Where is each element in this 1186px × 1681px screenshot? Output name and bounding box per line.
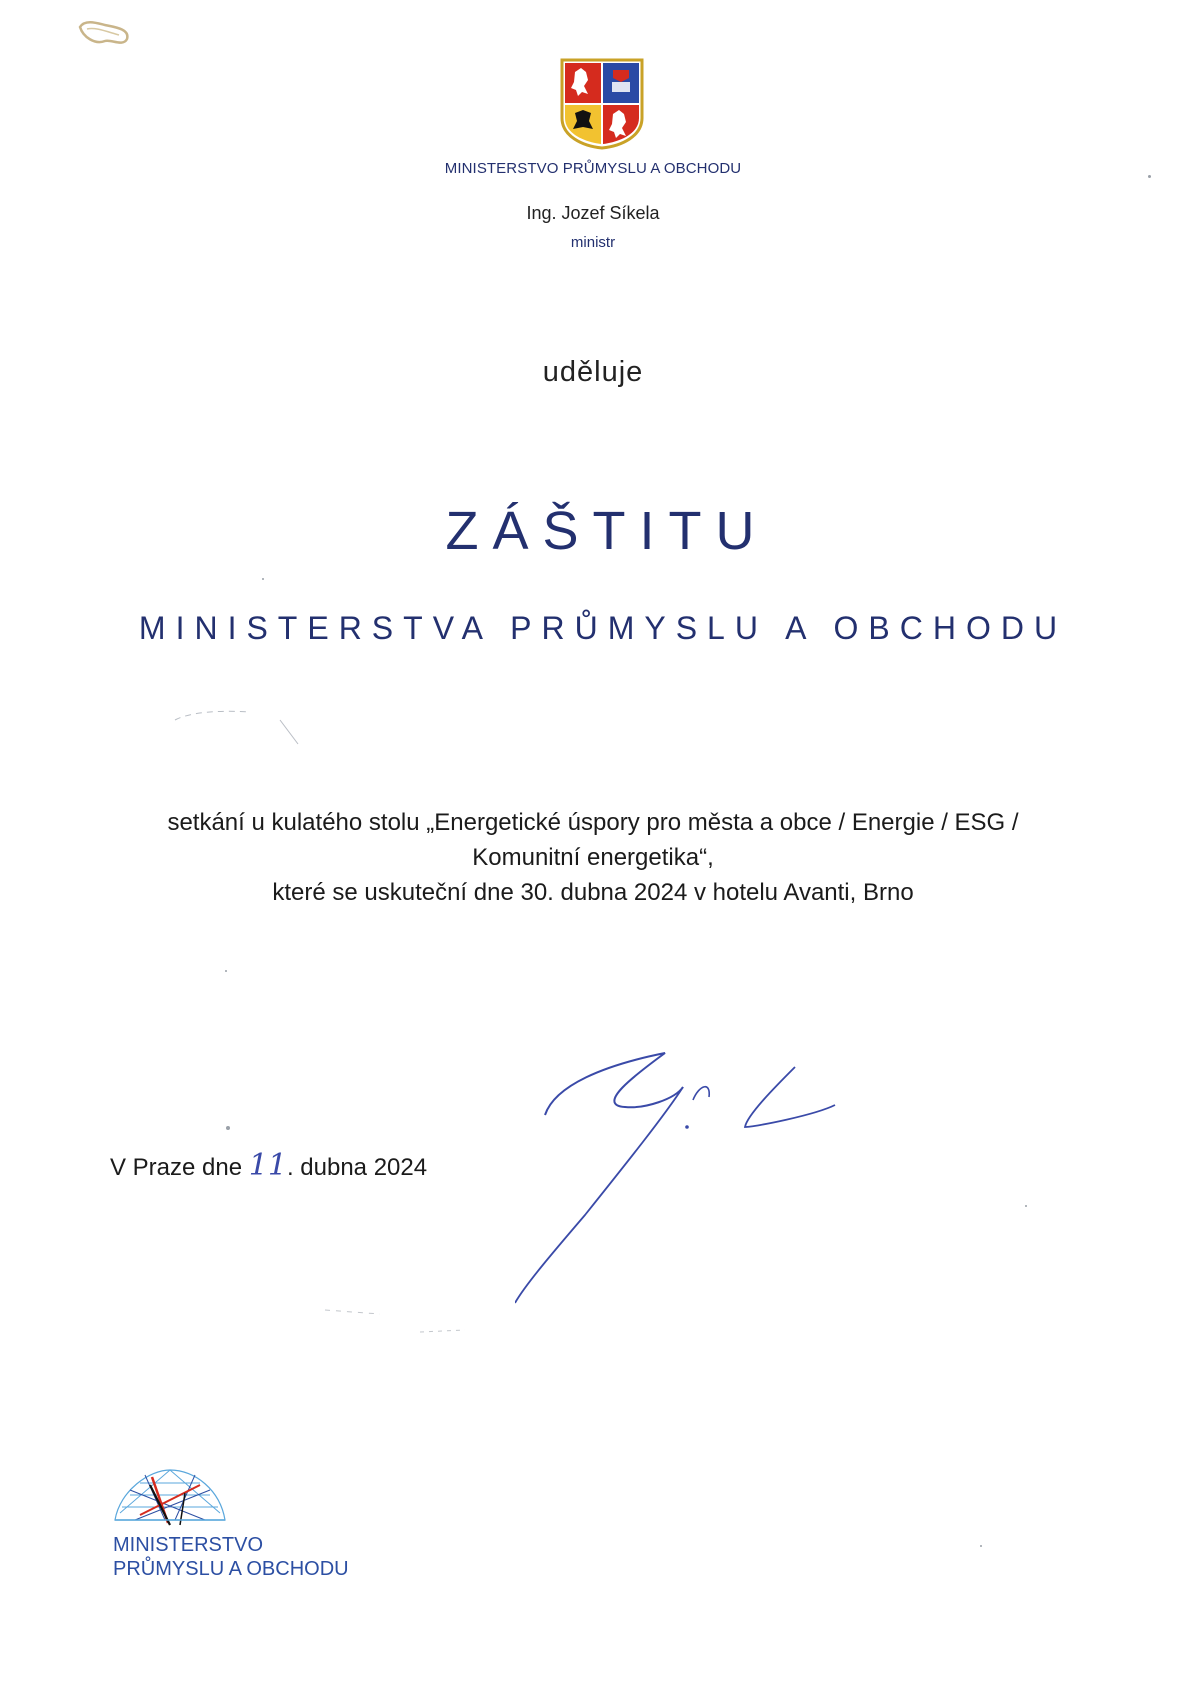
scan-speck (225, 970, 227, 972)
signer-name: Ing. Jozef Síkela (526, 203, 660, 223)
place-date (110, 1148, 427, 1183)
event-line: Komunitní energetika“, (472, 844, 714, 871)
handwritten-day: 11 (248, 1148, 287, 1183)
grants-text: uděluje (542, 356, 644, 388)
event-line: setkání u kulatého stolu „Energetické úspory pro města a obce / Energie / ESG / (167, 809, 1019, 836)
signature (515, 1045, 910, 1305)
scan-speck (1148, 175, 1151, 178)
scan-speck (1025, 1205, 1027, 1207)
signer-role: ministr (570, 234, 616, 251)
scan-speck (226, 1126, 230, 1130)
event-description (0, 805, 1186, 910)
ministry-logo-icon (110, 1465, 230, 1527)
ministry-logo-text (113, 1533, 349, 1581)
scan-speck (980, 1545, 982, 1547)
coat-of-arms-icon (560, 58, 644, 150)
date-suffix: . dubna 2024 (286, 1154, 428, 1181)
ministry-header: MINISTERSTVO PRŮMYSLU A OBCHODU (444, 160, 742, 177)
subtitle: MINISTERSTVA PRŮMYSLU A OBCHODU (138, 610, 1068, 646)
scan-marks (320, 1300, 470, 1340)
scan-marks (170, 700, 310, 750)
scan-speck (262, 578, 264, 580)
event-line: které se uskuteční dne 30. dubna 2024 v hotelu Avanti, Brno (272, 879, 914, 906)
logo-line-2: PRŮMYSLU A OBCHODU (113, 1558, 349, 1580)
paper-stain (75, 15, 135, 50)
title: ZÁŠTITU (445, 501, 769, 561)
logo-line-1: MINISTERSTVO (113, 1534, 264, 1556)
place-prefix: V Praze dne (110, 1154, 243, 1181)
